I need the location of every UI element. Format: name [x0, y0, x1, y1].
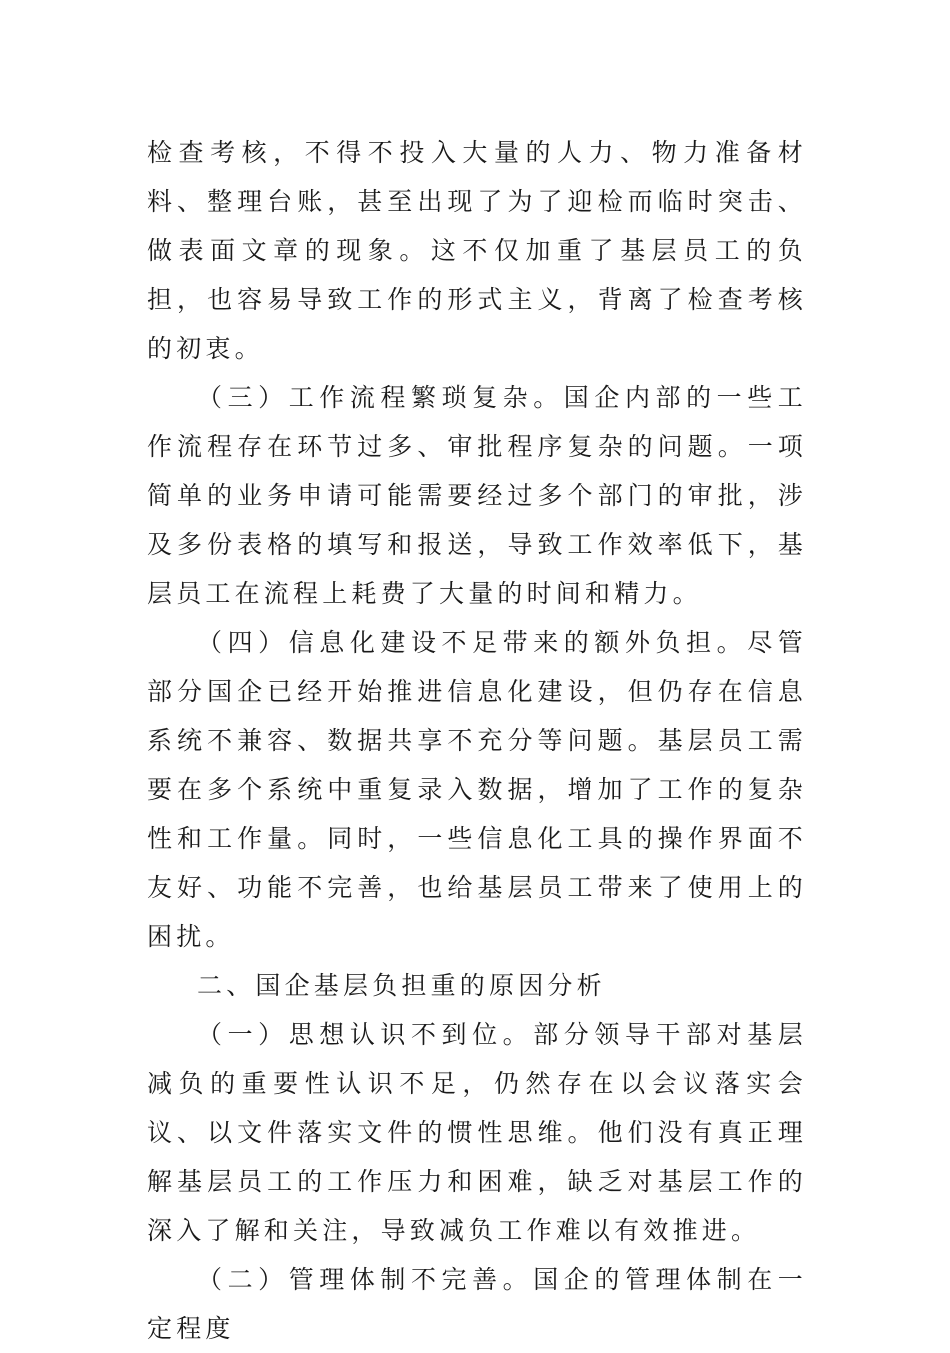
paragraph-management-system: （二）管理体制不完善。国企的管理体制在一定程度	[147, 1265, 807, 1343]
document-body	[147, 128, 807, 1353]
section-heading-cause-analysis: 二、国企基层负担重的原因分析	[197, 971, 606, 1000]
paragraph-workflow: （三）工作流程繁琐复杂。国企内部的一些工作流程存在环节过多、审批程序复杂的问题。一项简单的业务申请可能需要经过多个部门的审批，涉及多份表格的填写和报送，导致工作效率低下，基层员工在流程上耗费了大量的时间和精力。	[147, 383, 807, 608]
paragraph-awareness: （一）思想认识不到位。部分领导干部对基层减负的重要性认识不足，仍然存在以会议落实会议、以文件落实文件的惯性思维。他们没有真正理解基层员工的工作压力和困难，缺乏对基层工作的深入了解和关注，导致减负工作难以有效推进。	[147, 1020, 807, 1245]
paragraph-informatization: （四）信息化建设不足带来的额外负担。尽管部分国企已经开始推进信息化建设，但仍存在信息系统不兼容、数据共享不充分等问题。基层员工需要在多个系统中重复录入数据，增加了工作的复杂性和工作量。同时，一些信息化工具的操作界面不友好、功能不完善，也给基层员工带来了使用上的困扰。	[147, 628, 807, 951]
paragraph-continuation: 检查考核，不得不投入大量的人力、物力准备材料、整理台账，甚至出现了为了迎检而临时突击、做表面文章的现象。这不仅加重了基层员工的负担，也容易导致工作的形式主义，背离了检查考核的初衷。	[147, 138, 807, 363]
